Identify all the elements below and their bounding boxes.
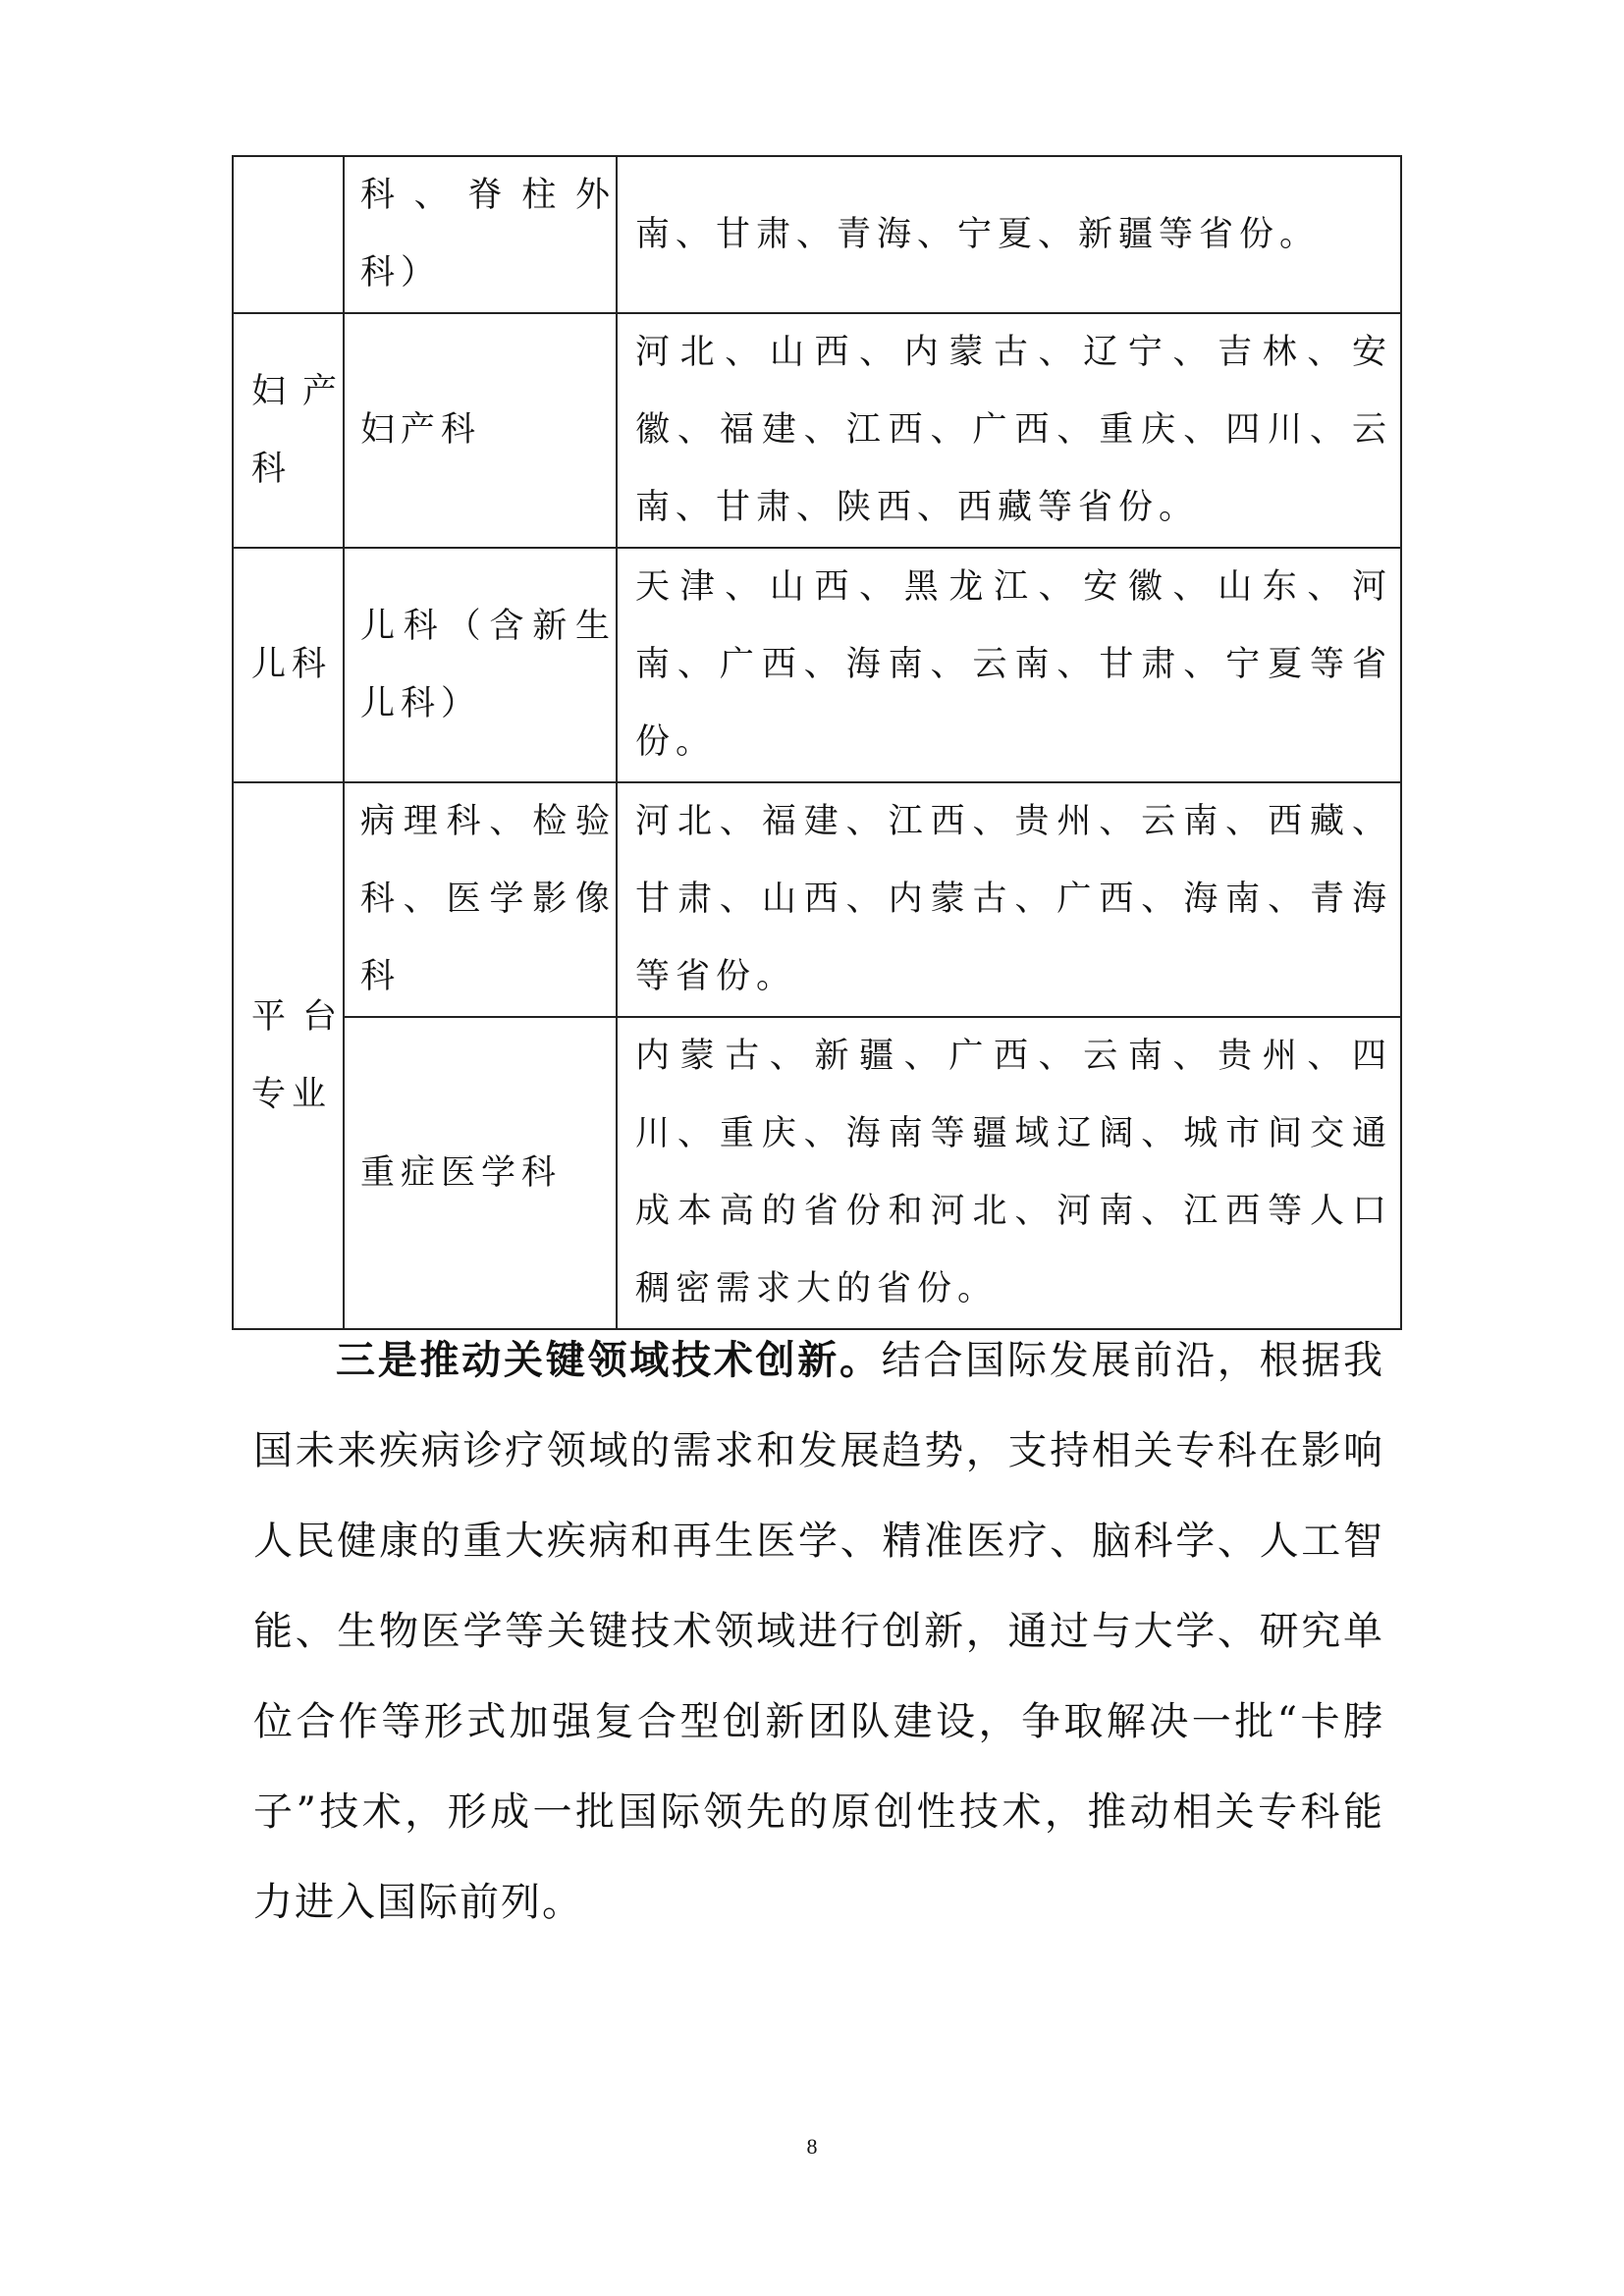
specialty-cell: 妇产科: [344, 313, 617, 548]
category-cell: 平台专业: [233, 782, 344, 1329]
category-cell: 妇产科: [233, 313, 344, 548]
paragraph-lead: 三是推动关键领域技术创新。: [336, 1337, 882, 1383]
table-row: [233, 313, 1401, 548]
body-paragraph: [253, 1315, 1384, 1948]
provinces-cell: 河北、福建、江西、贵州、云南、西藏、甘肃、山西、内蒙古、广西、海南、青海等省份。: [617, 782, 1401, 1017]
provinces-cell: 河北、山西、内蒙古、辽宁、吉林、安徽、福建、江西、广西、重庆、四川、云南、甘肃、陕西、西藏等省份。: [617, 313, 1401, 548]
table-row: [233, 1017, 1401, 1329]
category-cell: [233, 156, 344, 313]
provinces-cell: 天津、山西、黑龙江、安徽、山东、河南、广西、海南、云南、甘肃、宁夏等省份。: [617, 548, 1401, 782]
page-number: 8: [806, 2134, 818, 2159]
paragraph-body: 结合国际发展前沿，根据我国未来疾病诊疗领域的需求和发展趋势，支持相关专科在影响人民健康的重大疾病和再生医学、精准医疗、脑科学、人工智能、生物医学等关键技术领域进行创新，通过与大学、研究单位合作等形式加强复合型创新团队建设，争取解决一批“卡脖子”技术，形成一批国际领先的原创性技术，推动相关专科能力进入国际前列。: [253, 1338, 1384, 1925]
category-cell: 儿科: [233, 548, 344, 782]
specialty-cell: 儿科（含新生儿科）: [344, 548, 617, 782]
provinces-cell: 内蒙古、新疆、广西、云南、贵州、四川、重庆、海南等疆域辽阔、城市间交通成本高的省份和河北、河南、江西等人口稠密需求大的省份。: [617, 1017, 1401, 1329]
specialty-cell: 科、脊柱外科）: [344, 156, 617, 313]
provinces-cell: 南、甘肃、青海、宁夏、新疆等省份。: [617, 156, 1401, 313]
table-row: [233, 548, 1401, 782]
specialty-province-table: [232, 155, 1402, 1330]
table-row: [233, 156, 1401, 313]
specialty-cell: 重症医学科: [344, 1017, 617, 1329]
table-row: [233, 782, 1401, 1017]
specialty-cell: 病理科、检验科、医学影像科: [344, 782, 617, 1017]
